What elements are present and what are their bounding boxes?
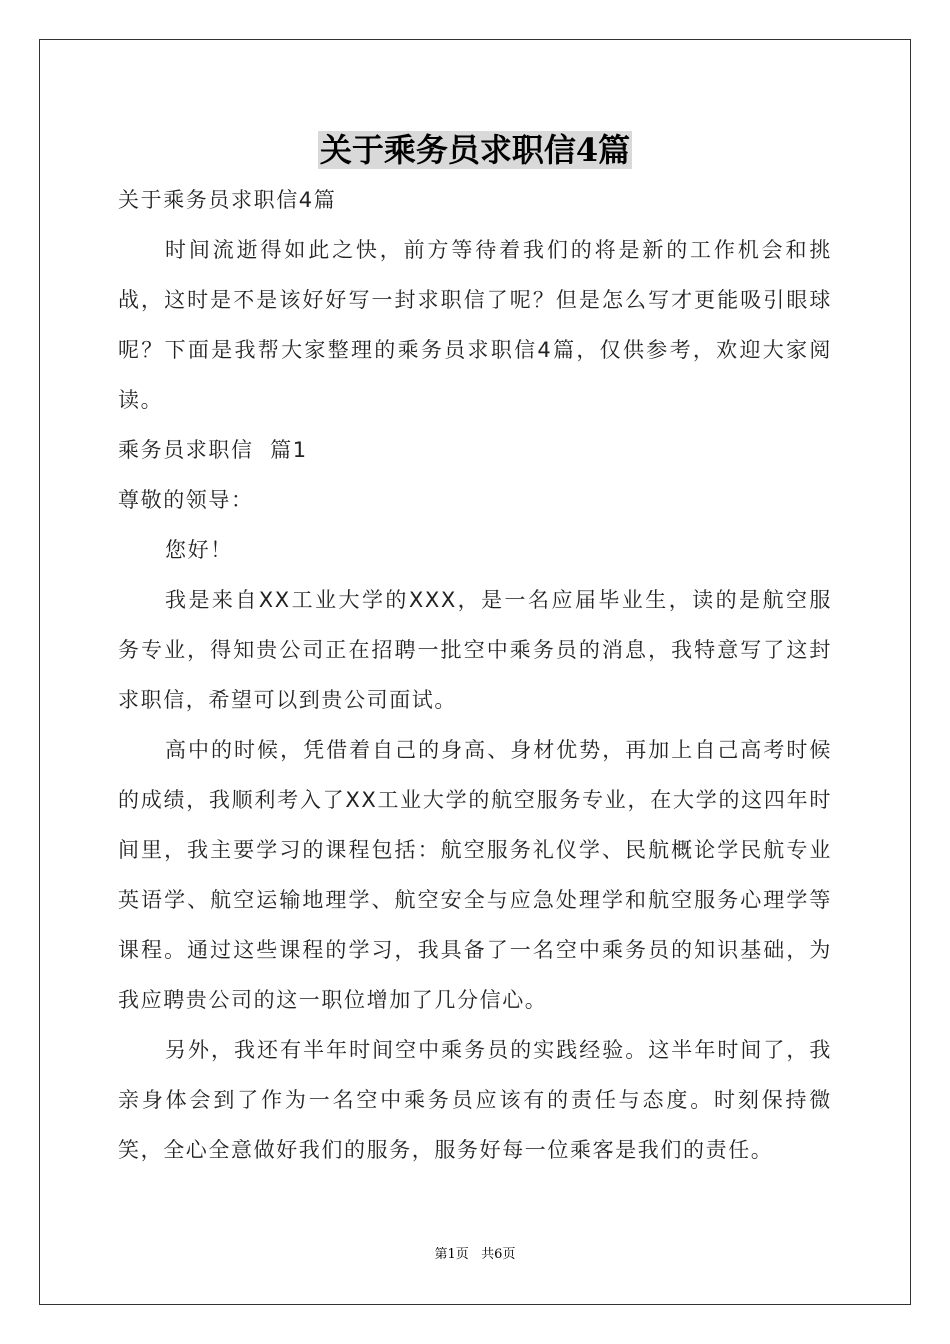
salutation: 尊敬的领导： [118,488,254,512]
body-paragraph-2: 高中的时候，凭借着自己的身高、身材优势，再加上自己高考时候的成绩，我顺利考入了XX工业大学的航空服务专业，在大学的这四年时间里，我主要学习的课程包括：航空服务礼仪学、民航概论学民航专业英语学、航空运输地理学、航空安全与应急处理学和航空服务心理学等课程。通过这些课程的学习，我具备了一名空中乘务员的知识基础，为我应聘贵公司的这一职位增加了几分信心。 [118,738,832,1012]
body-paragraph-3: 另外，我还有半年时间空中乘务员的实践经验。这半年时间了，我亲身体会到了作为一名空中乘务员应该有的责任与态度。时刻保持微笑，全心全意做好我们的服务，服务好每一位乘客是我们的责任。 [118,1038,832,1162]
page-footer [0,1243,950,1262]
intro-paragraph: 时间流逝得如此之快，前方等待着我们的将是新的工作机会和挑战，这时是不是该好好写一封求职信了呢？但是怎么写才更能吸引眼球呢？下面是我帮大家整理的乘务员求职信4篇，仅供参考，欢迎大家阅读。 [118,238,832,412]
document-title [0,128,950,172]
greeting: 您好！ [165,538,233,562]
document-body [118,175,832,1175]
page-number: 第1页 共6页 [434,1247,516,1262]
document-subtitle: 关于乘务员求职信4篇 [118,188,337,212]
body-paragraph-1: 我是来自XX工业大学的XXX，是一名应届毕业生，读的是航空服务专业，得知贵公司正在招聘一批空中乘务员的消息，我特意写了这封求职信，希望可以到贵公司面试。 [118,588,832,712]
document-title-text: 关于乘务员求职信4篇 [319,131,631,169]
section-heading: 乘务员求职信 篇1 [118,438,308,462]
